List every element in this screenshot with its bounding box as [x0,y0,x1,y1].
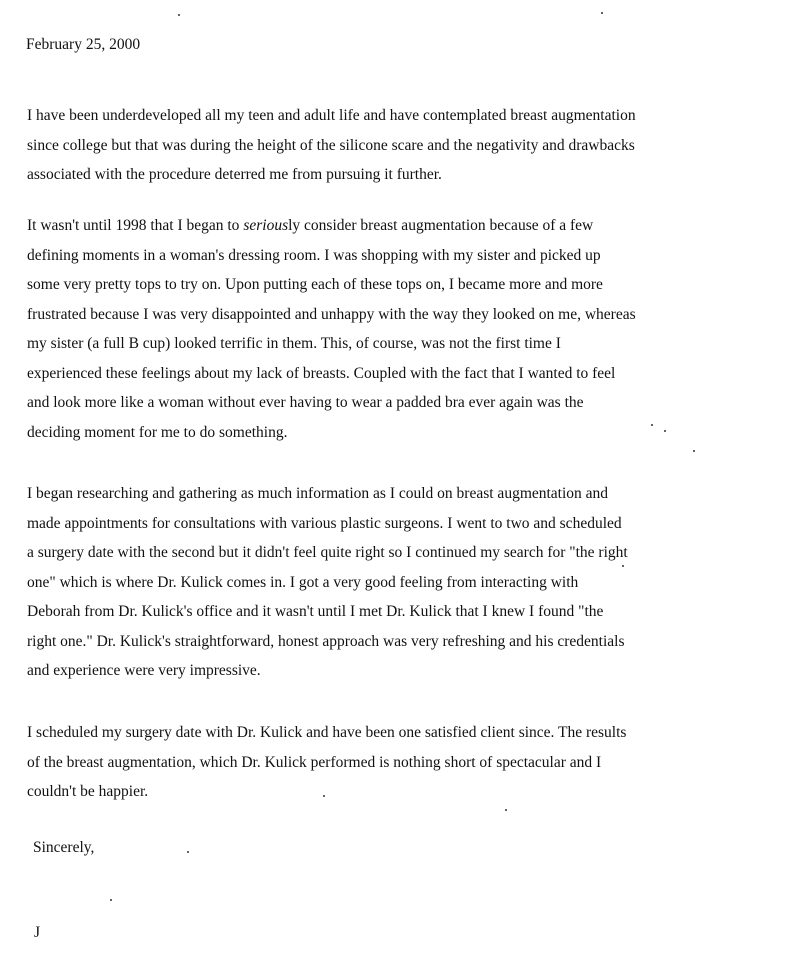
scan-speck [187,851,189,853]
text-line: my sister (a full B cup) looked terrific in them. This, of course, was not the first time I [27,335,561,352]
text-line: some very pretty tops to try on. Upon putting each of these tops on, I became more and more [27,276,603,293]
text-line: since college but that was during the height of the silicone scare and the negativity and drawbacks [27,136,635,154]
text-line: defining moments in a woman's dressing room. I was shopping with my sister and picked up [27,246,601,264]
text-line: right one." Dr. Kulick's straightforward, honest approach was very refreshing and his credentials [27,632,625,650]
text-line: couldn't be happier. [27,783,149,800]
text-line: I have been underdeveloped all my teen and adult life and have contemplated breast augmentation [27,107,636,124]
letter-signature: J [34,924,41,941]
text-line: frustrated because I was very disappointed and unhappy with the way they looked on me, whereas [27,305,636,323]
text-line: deciding moment for me to do something. [27,423,288,441]
scan-speck [178,14,180,16]
text-line: Deborah from Dr. Kulick's office and it wasn't until I met Dr. Kulick that I knew I found "the [27,603,604,620]
scan-speck [505,809,507,811]
paragraph-1 [27,101,787,190]
text-line: experienced these feelings about my lack of breasts. Coupled with the fact that I wanted to feel [27,364,616,382]
text-line: I scheduled my surgery date with Dr. Kulick and have been one satisfied client since. The results [27,724,627,741]
paragraph-3 [27,479,787,686]
text-line: and experience were very impressive. [27,662,261,679]
letter-closing: Sincerely, [33,839,95,856]
text-line: one" which is where Dr. Kulick comes in. I got a very good feeling from interacting with [27,573,579,591]
scan-speck [651,424,653,426]
scan-speck [110,899,112,901]
text-line: a surgery date with the second but it didn't feel quite right so I continued my search for "the right [27,544,628,561]
scan-speck [323,795,325,797]
scan-speck [693,450,695,452]
scan-speck [664,430,666,432]
scan-speck [601,12,603,14]
text-line: and look more like a woman without ever having to wear a padded bra ever again was the [27,394,584,411]
text-line: I began researching and gathering as much information as I could on breast augmentation and [27,485,609,502]
text-line: made appointments for consultations with various plastic surgeons. I went to two and scheduled [27,514,622,532]
paragraph-4 [27,718,787,807]
paragraph-2 [27,211,787,447]
letter-date: February 25, 2000 [26,36,141,53]
text-line: of the breast augmentation, which Dr. Kulick performed is nothing short of spectacular and I [27,753,602,771]
scan-speck [622,565,624,567]
text-line: associated with the procedure deterred me from pursuing it further. [27,166,442,183]
text-line: It wasn't until 1998 that I began to seriously consider breast augmentation because of a few [27,217,594,234]
